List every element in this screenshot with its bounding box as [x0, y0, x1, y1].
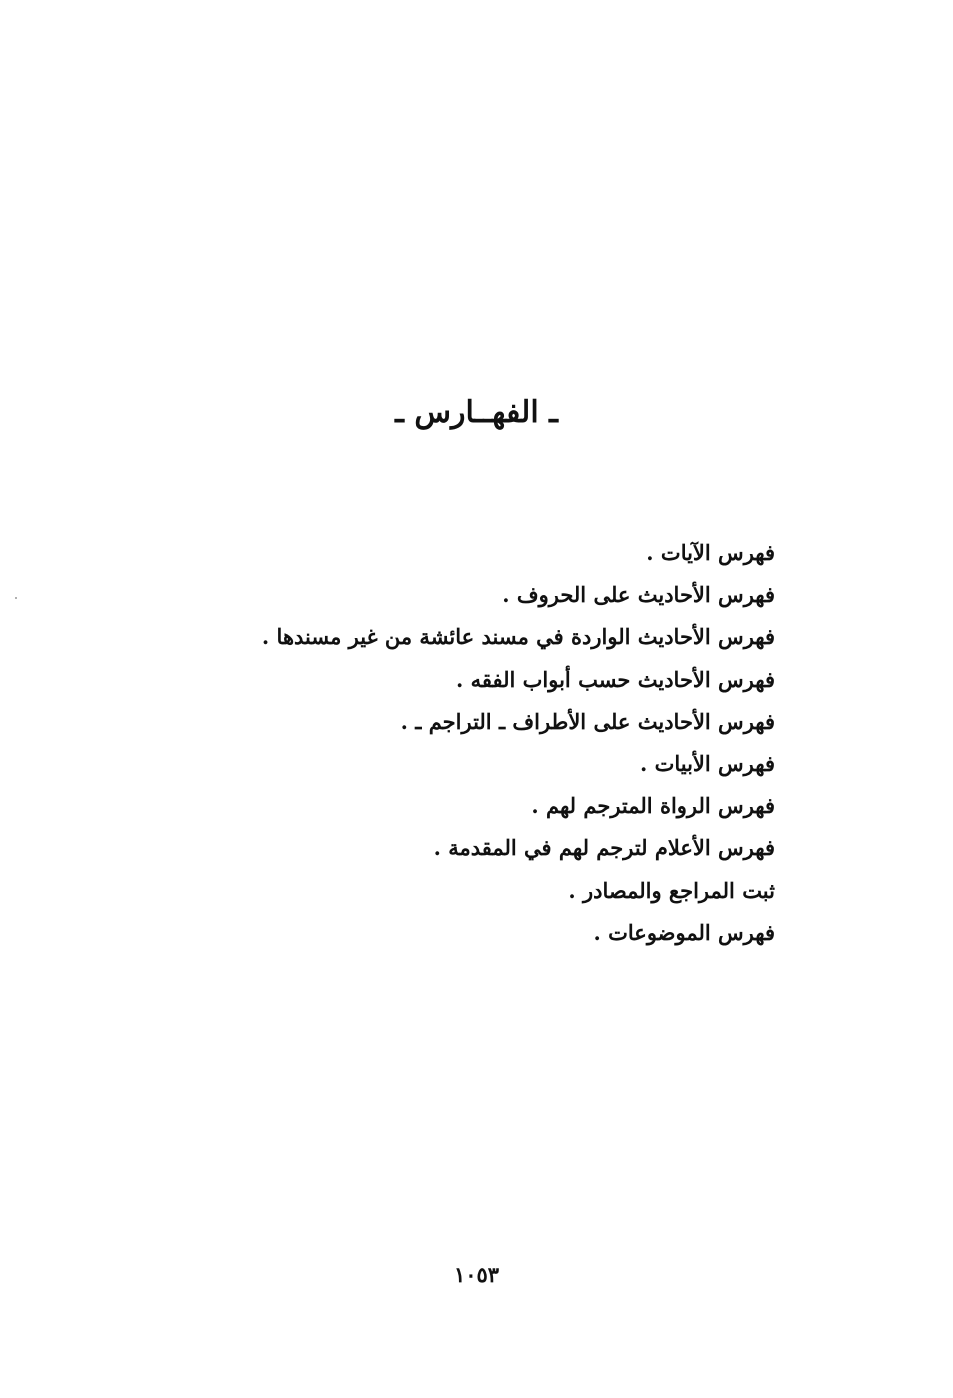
- index-item-topics: فهرس الموضوعات .: [593, 919, 775, 945]
- scan-speck: [15, 597, 17, 599]
- page-title: ـ الفهــارس ـ: [395, 395, 558, 430]
- index-item-narrators: فهرس الرواة المترجم لهم .: [531, 793, 775, 819]
- index-item-hadith-by-letters: فهرس الأحاديث على الحروف .: [502, 582, 775, 608]
- index-item-references: ثبت المراجع والمصادر .: [568, 877, 775, 903]
- page-number: ١٠٥٣: [453, 1262, 500, 1287]
- index-item-hadith-by-atraf: فهرس الأحاديث على الأطراف ـ التراجم ـ .: [400, 708, 775, 734]
- index-item-hadith-by-fiqh: فهرس الأحاديث حسب أبواب الفقه .: [455, 666, 775, 692]
- index-list: [215, 532, 775, 954]
- index-item-hadith-other-musnad: فهرس الأحاديث الواردة في مسند عائشة من غير مسندها .: [261, 624, 775, 650]
- index-item-notables: فهرس الأعلام لترجم لهم في المقدمة .: [433, 835, 775, 861]
- index-item-verses-poetry: فهرس الأبيات .: [639, 750, 775, 776]
- index-item-verses: فهرس الآيات .: [646, 540, 775, 565]
